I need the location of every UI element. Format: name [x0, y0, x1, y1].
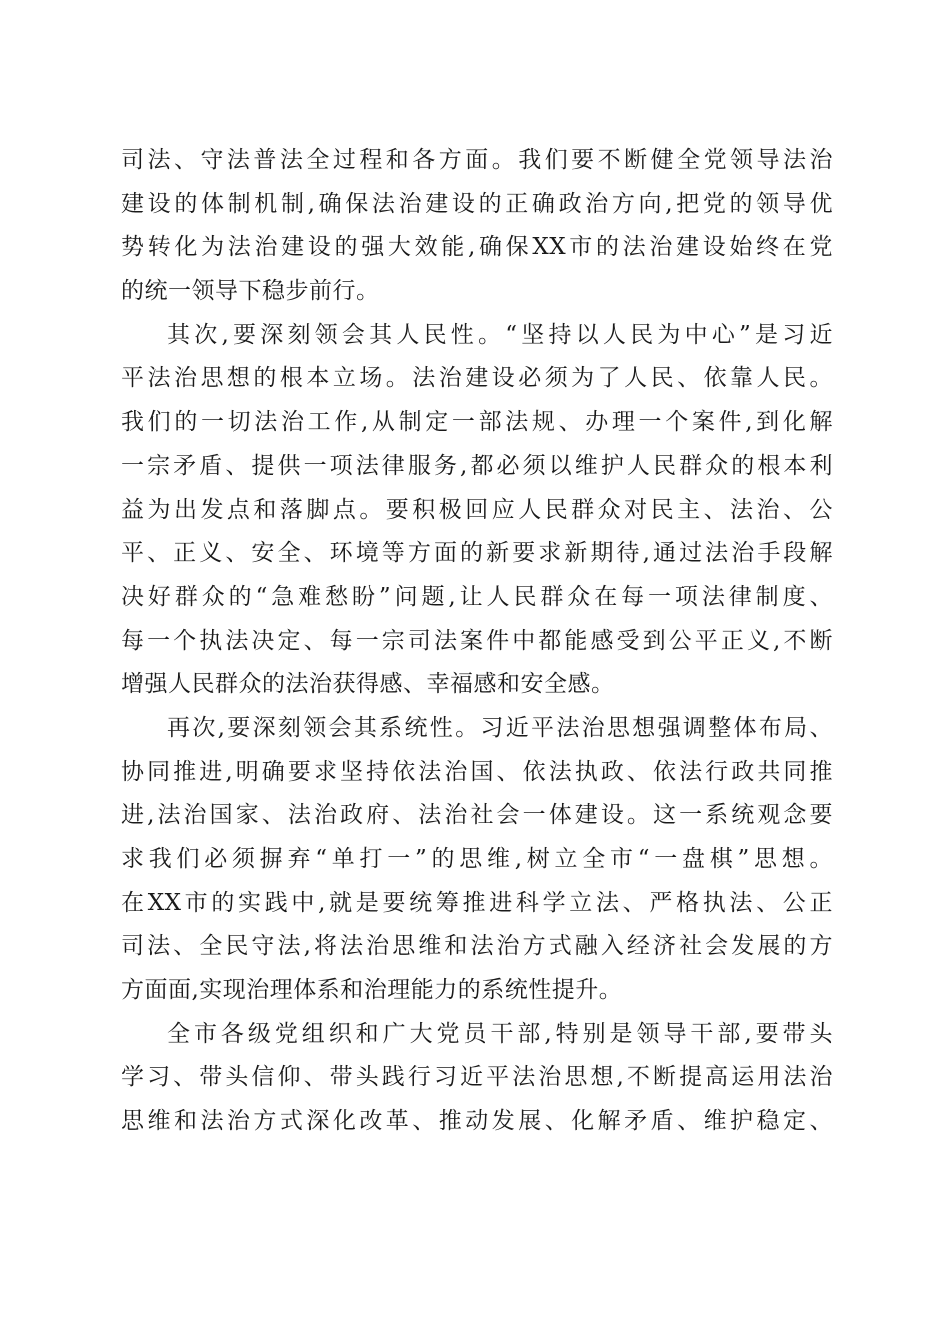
text-line: 协同推进,明确要求坚持依法治国、依法执政、依法行政共同推: [121, 758, 833, 785]
text-line: 增强人民群众的法治获得感、幸福感和安全感。: [121, 671, 615, 698]
text-line: 势转化为法治建设的强大效能,确保XX市的法治建设始终在党: [121, 234, 833, 261]
text-line: 益为出发点和落脚点。要积极回应人民群众对民主、法治、公: [121, 496, 833, 523]
text-line: 再次,要深刻领会其系统性。习近平法治思想强调整体布局、: [167, 714, 833, 741]
text-line: 每一个执法决定、每一宗司法案件中都能感受到公平正义,不断: [121, 627, 833, 654]
paragraph: [121, 314, 833, 707]
text-line: 其次,要深刻领会其人民性。“坚持以人民为中心”是习近: [167, 321, 833, 348]
text-line: 建设的体制机制,确保法治建设的正确政治方向,把党的领导优: [121, 190, 833, 217]
text-line: 求我们必须摒弃“单打一”的思维,树立全市“一盘棋”思想。: [121, 846, 833, 872]
paragraph: [121, 1013, 833, 1144]
text-line: 我们的一切法治工作,从制定一部法规、办理一个案件,到化解: [121, 409, 833, 436]
text-line: 方面面,实现治理体系和治理能力的系统性提升。: [121, 977, 623, 1004]
text-line: 思维和法治方式深化改革、推动发展、化解矛盾、维护稳定、: [121, 1108, 833, 1135]
text-line: 司法、全民守法,将法治思维和法治方式融入经济社会发展的方: [121, 933, 833, 960]
text-line: 的统一领导下稳步前行。: [121, 278, 380, 305]
text-line: 司法、守法普法全过程和各方面。我们要不断健全党领导法治: [121, 147, 833, 173]
text-line: 学习、带头信仰、带头践行习近平法治思想,不断提高运用法治: [121, 1064, 833, 1091]
text-line: 平法治思想的根本立场。法治建设必须为了人民、依靠人民。: [121, 365, 833, 392]
text-line: 平、正义、安全、环境等方面的新要求新期待,通过法治手段解: [121, 540, 833, 567]
text-line: 全市各级党组织和广大党员干部,特别是领导干部,要带头: [167, 1020, 833, 1047]
paragraph: [121, 707, 833, 1013]
text-line: 一宗矛盾、提供一项法律服务,都必须以维护人民群众的根本利: [121, 452, 833, 479]
text-line: 在XX市的实践中,就是要统筹推进科学立法、严格执法、公正: [121, 889, 833, 916]
text-line: 进,法治国家、法治政府、法治社会一体建设。这一系统观念要: [121, 802, 833, 829]
text-line: 决好群众的“急难愁盼”问题,让人民群众在每一项法律制度、: [121, 583, 833, 610]
paragraph: [121, 139, 833, 314]
document-body: [121, 139, 833, 1144]
